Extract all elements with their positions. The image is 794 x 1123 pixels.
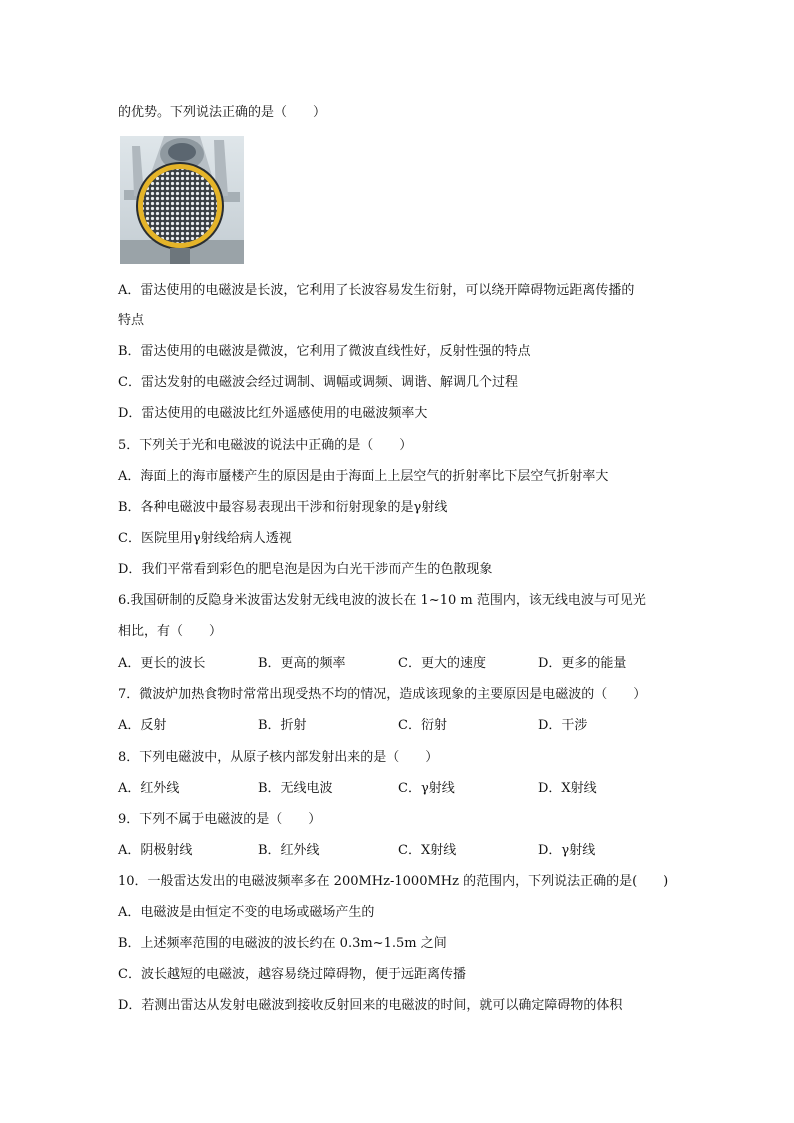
q10-option-a: A．电磁波是由恒定不变的电场或磁场产生的 bbox=[118, 905, 375, 920]
q6-stem-line1: 6.我国研制的反隐身米波雷达发射无线电波的波长在 1~10 m 范围内，该无线电波与可见光 bbox=[118, 593, 646, 608]
q4-option-a-line2: 特点 bbox=[118, 313, 145, 328]
q6-option-a: A．更长的波长 bbox=[118, 656, 206, 671]
q10-option-d: D．若测出雷达从发射电磁波到接收反射回来的电磁波的时间，就可以确定障碍物的体积 bbox=[118, 998, 623, 1013]
q4-option-c: C．雷达发射的电磁波会经过调制、调幅或调频、调谐、解调几个过程 bbox=[118, 375, 518, 390]
q9-option-c: C．X射线 bbox=[398, 843, 457, 858]
q8-option-c: C．γ射线 bbox=[398, 781, 455, 796]
q5-stem: 5．下列关于光和电磁波的说法中正确的是（ ） bbox=[118, 438, 413, 453]
radar-image bbox=[120, 136, 244, 264]
q6-option-b: B．更高的频率 bbox=[258, 656, 346, 671]
q8-option-a: A．红外线 bbox=[118, 781, 180, 796]
q4-option-a-line1: A．雷达使用的电磁波是长波，它利用了长波容易发生衍射，可以绕开障碍物远距离传播的 bbox=[118, 283, 635, 298]
q4-option-b: B．雷达使用的电磁波是微波，它利用了微波直线性好，反射性强的特点 bbox=[118, 344, 531, 359]
q7-option-c: C．衍射 bbox=[398, 718, 447, 733]
q6-option-c: C．更大的速度 bbox=[398, 656, 486, 671]
q5-option-b: B．各种电磁波中最容易表现出干涉和衍射现象的是γ射线 bbox=[118, 500, 448, 515]
q10-option-b: B．上述频率范围的电磁波的波长约在 0.3m~1.5m 之间 bbox=[118, 936, 447, 951]
q7-option-d: D．干涉 bbox=[538, 718, 588, 733]
q9-stem: 9．下列不属于电磁波的是（ ） bbox=[118, 812, 322, 827]
q8-option-d: D．X射线 bbox=[538, 781, 597, 796]
q9-option-d: D．γ射线 bbox=[538, 843, 596, 858]
q4-option-d: D．雷达使用的电磁波比红外遥感使用的电磁波频率大 bbox=[118, 406, 428, 421]
q9-option-a: A．阴极射线 bbox=[118, 843, 193, 858]
q7-option-b: B．折射 bbox=[258, 718, 307, 733]
q10-stem: 10．一般雷达发出的电磁波频率多在 200MHz-1000MHz 的范围内，下列说法正确的是( ) bbox=[118, 874, 669, 889]
radar-photo bbox=[120, 136, 244, 264]
q7-stem: 7．微波炉加热食物时常常出现受热不均的情况，造成该现象的主要原因是电磁波的（ ） bbox=[118, 687, 647, 702]
q7-option-a: A．反射 bbox=[118, 718, 167, 733]
q10-option-c: C．波长越短的电磁波，越容易绕过障碍物，便于远距离传播 bbox=[118, 967, 466, 982]
q8-stem: 8．下列电磁波中，从原子核内部发射出来的是（ ） bbox=[118, 750, 439, 765]
q8-option-b: B．无线电波 bbox=[258, 781, 333, 796]
q5-option-d: D．我们平常看到彩色的肥皂泡是因为白光干涉而产生的色散现象 bbox=[118, 562, 493, 577]
q5-option-c: C．医院里用γ射线给病人透视 bbox=[118, 531, 292, 546]
q5-option-a: A．海面上的海市蜃楼产生的原因是由于海面上上层空气的折射率比下层空气折射率大 bbox=[118, 469, 609, 484]
q9-option-b: B．红外线 bbox=[258, 843, 320, 858]
q6-stem-line2: 相比，有（ ） bbox=[118, 624, 223, 639]
question-4-stem-end: 的优势。下列说法正确的是（ ） bbox=[118, 105, 327, 120]
q6-option-d: D．更多的能量 bbox=[538, 656, 627, 671]
